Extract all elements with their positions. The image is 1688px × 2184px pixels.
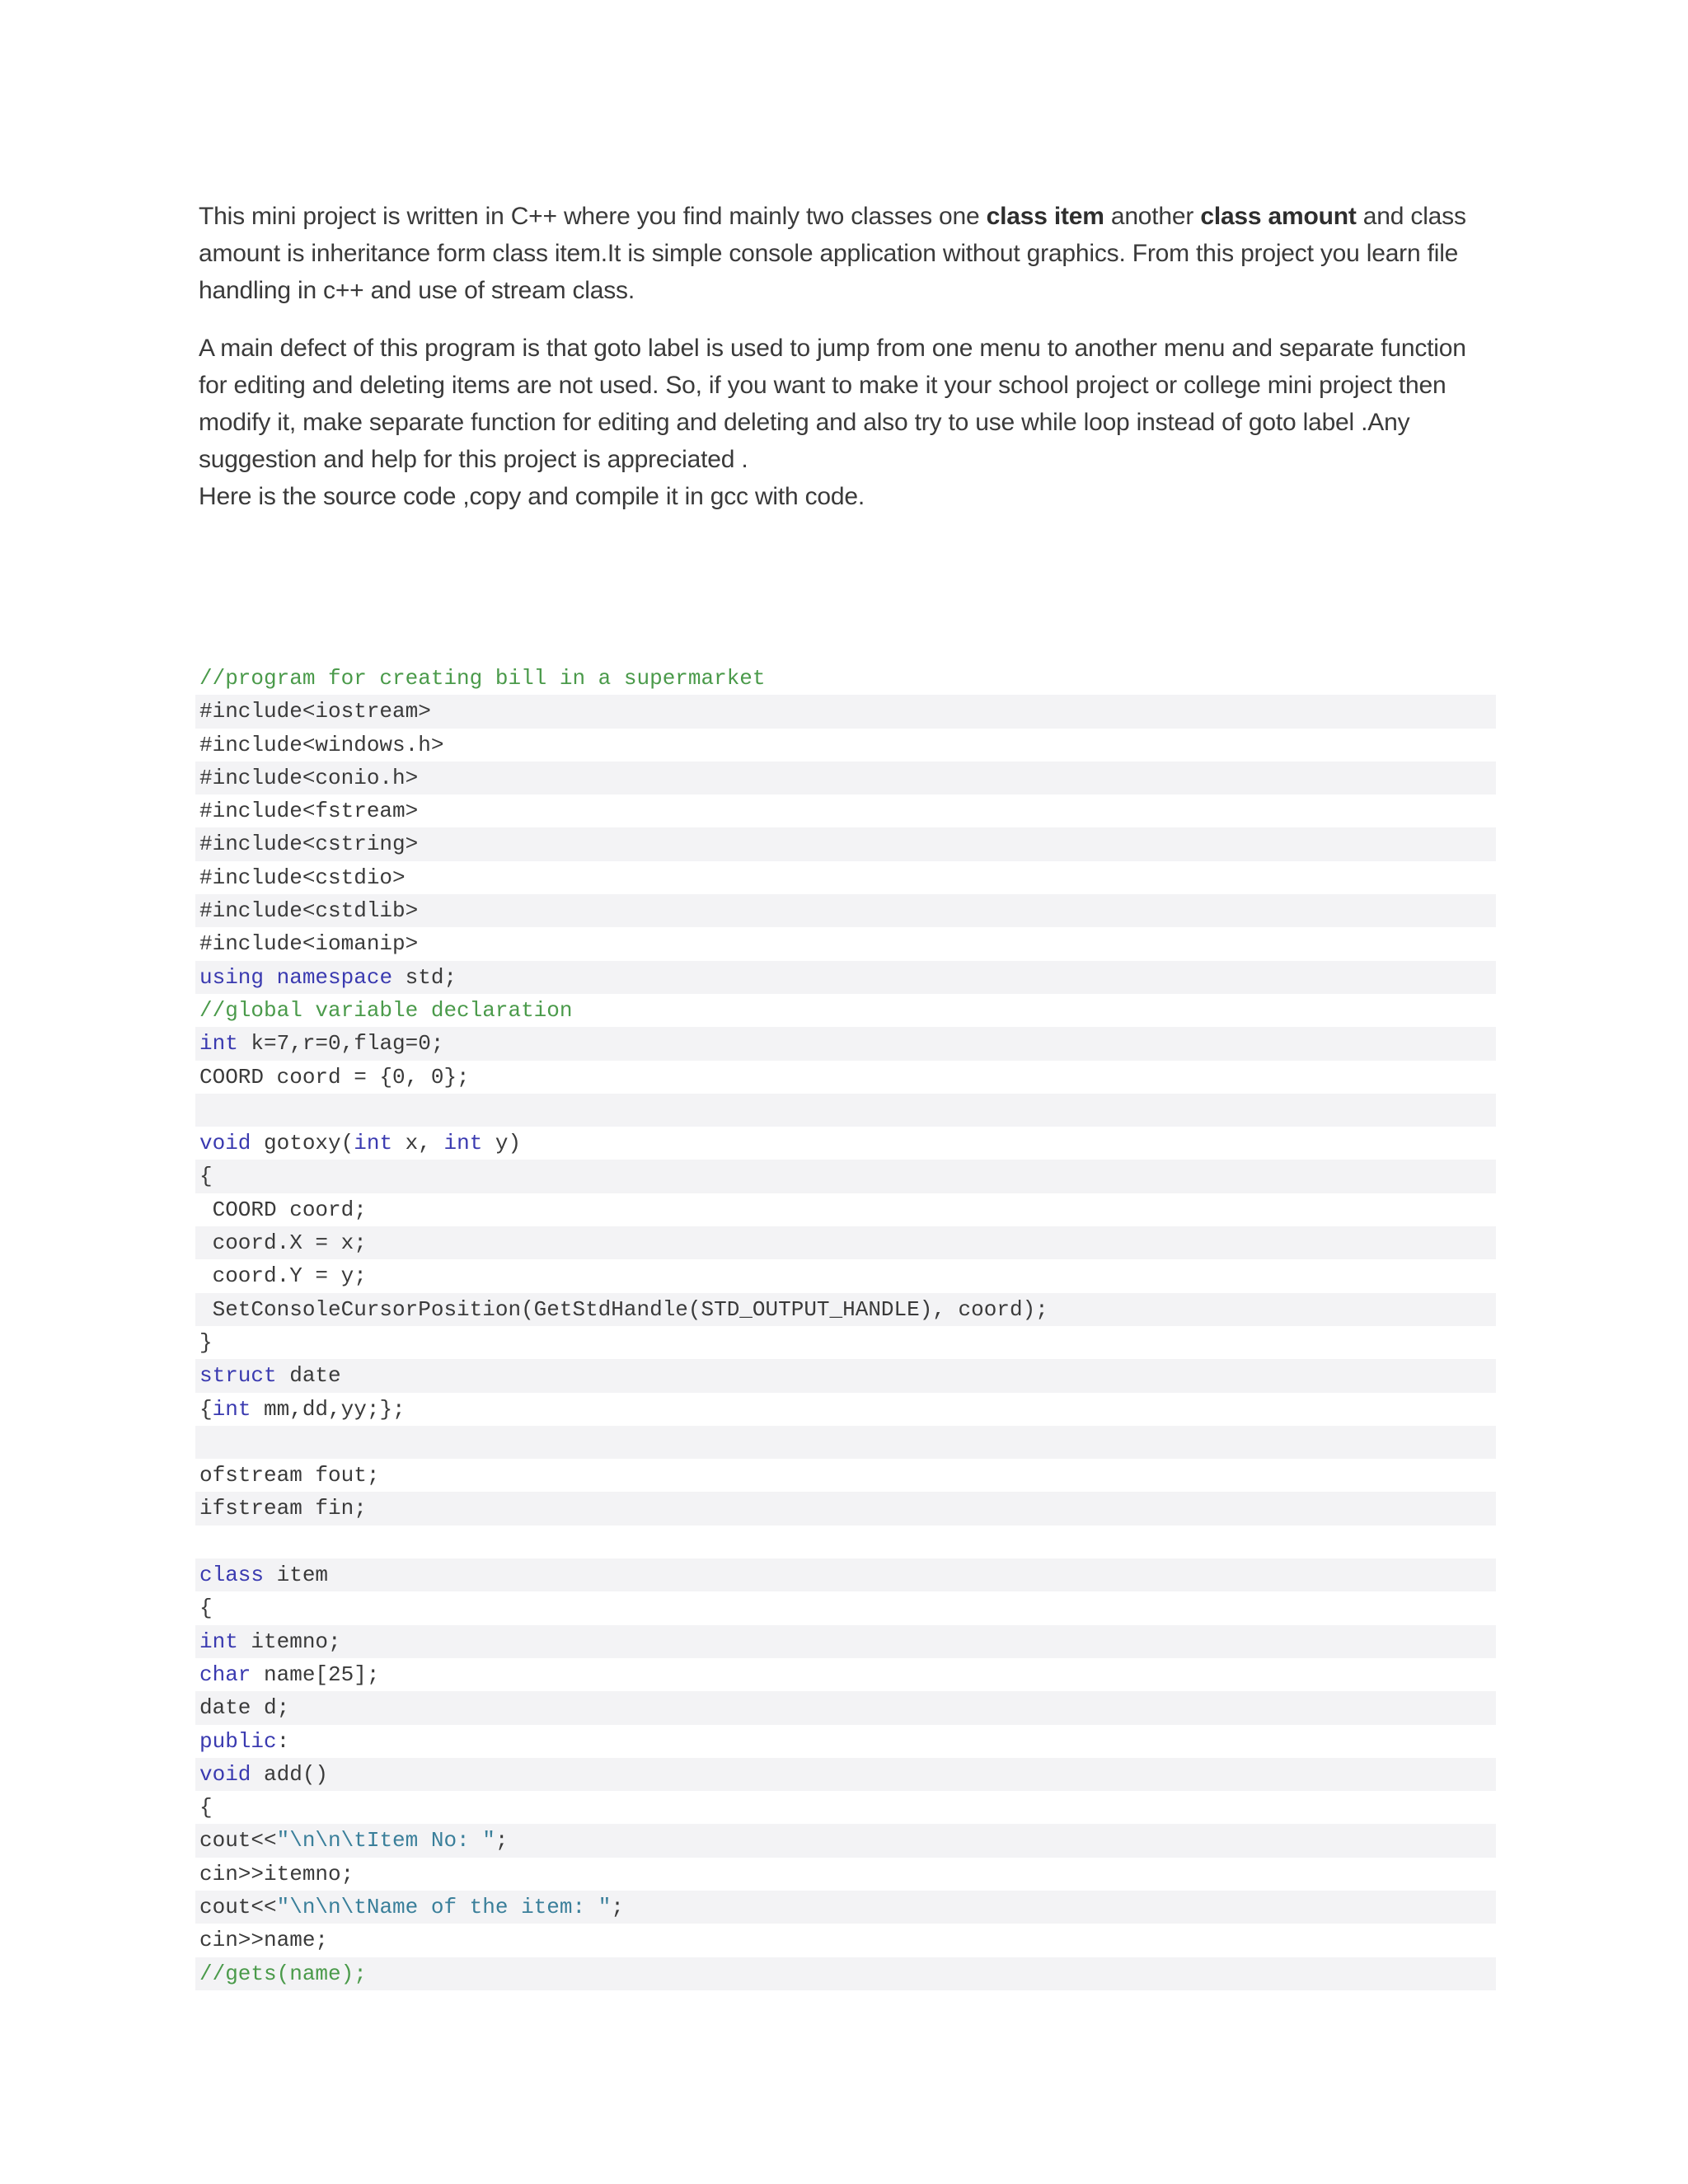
code-token: SetConsoleCursorPosition(GetStdHandle(STD_OUTPUT_HANDLE), coord); — [199, 1296, 1048, 1322]
code-token: using — [199, 964, 265, 990]
code-token: COORD coord = {0, 0}; — [199, 1064, 470, 1090]
intro-paragraph-1 — [199, 198, 1484, 309]
code-line — [195, 662, 1496, 695]
code-token: //global variable declaration — [199, 997, 573, 1023]
code-token: "\n\n\tItem No: " — [276, 1828, 495, 1854]
code-token: int — [199, 1629, 238, 1654]
code-token: item — [264, 1563, 329, 1588]
code-token: ; — [611, 1894, 624, 1919]
code-token: date d; — [199, 1695, 290, 1721]
code-block — [195, 662, 1496, 1990]
code-line — [195, 1891, 1496, 1924]
code-token: y) — [482, 1131, 522, 1156]
code-token: int — [354, 1131, 393, 1156]
code-token: ; — [495, 1828, 509, 1854]
code-token: int — [199, 1031, 238, 1057]
code-line — [195, 827, 1496, 860]
code-token: COORD coord; — [199, 1197, 367, 1222]
code-line — [195, 1858, 1496, 1891]
code-token: int — [212, 1396, 251, 1422]
class-item-bold: class item — [986, 203, 1104, 230]
code-token — [264, 965, 277, 990]
code-token: #include<conio.h> — [199, 765, 419, 790]
code-line — [195, 894, 1496, 927]
defect-paragraph: A main defect of this program is that goto label is used to jump from one menu to another menu and separate function for editing and deleting items are not used. So, if you want to make it your school project or college mini project then modify it, make separate function for editing and deleting and also try to use while loop instead of goto label .Any suggestion and help for this project is appreciated . — [199, 335, 1466, 473]
code-line — [195, 1393, 1496, 1426]
code-token: { — [199, 1795, 213, 1821]
intro-paragraph-2 — [199, 330, 1484, 515]
code-token: "\n\n\tName of the item: " — [276, 1894, 612, 1919]
class-amount-bold: class amount — [1200, 203, 1357, 230]
code-token: namespace — [276, 964, 393, 990]
code-line — [195, 1691, 1496, 1724]
code-line — [195, 695, 1496, 728]
code-line — [195, 1558, 1496, 1591]
code-token: #include<fstream> — [199, 799, 419, 824]
code-token: struct — [199, 1363, 277, 1389]
code-token: : — [276, 1728, 290, 1754]
code-token: class — [199, 1563, 265, 1588]
code-token: //gets(name); — [199, 1961, 367, 1986]
code-line — [195, 1293, 1496, 1326]
code-line — [195, 1459, 1496, 1492]
code-line — [195, 1625, 1496, 1658]
code-token: date — [276, 1363, 341, 1389]
code-token: mm,dd,yy;}; — [251, 1396, 406, 1422]
code-line — [195, 994, 1496, 1027]
code-token: void — [199, 1131, 251, 1156]
intro-text: another — [1104, 203, 1201, 230]
code-line — [195, 1658, 1496, 1691]
code-line — [195, 1426, 1496, 1459]
code-line — [195, 1957, 1496, 1990]
code-token: coord.Y = y; — [199, 1263, 367, 1289]
code-line — [195, 762, 1496, 794]
code-line — [195, 1127, 1496, 1160]
code-token: //program for creating bill in a supermarket — [199, 666, 766, 691]
code-token: cin>>itemno; — [199, 1861, 354, 1886]
code-line — [195, 1591, 1496, 1624]
code-token: cin>>name; — [199, 1928, 329, 1953]
code-line — [195, 1193, 1496, 1226]
code-token: gotoxy( — [251, 1131, 354, 1156]
code-token: itemno; — [237, 1629, 341, 1654]
code-token: add() — [251, 1761, 329, 1787]
code-token: #include<windows.h> — [199, 732, 444, 757]
code-token: #include<cstring> — [199, 832, 419, 857]
code-line — [195, 1725, 1496, 1758]
code-token: int — [443, 1131, 483, 1156]
intro-text: and class amount is inheritance form class item.It is simple console application without graphics. From this project you learn file handling in c++ and use of stream class. — [199, 203, 1466, 304]
code-line — [195, 1359, 1496, 1392]
code-line — [195, 1924, 1496, 1957]
code-line — [195, 729, 1496, 762]
intro-text: This mini project is written in C++ where you find mainly two classes one — [199, 203, 987, 230]
code-token: ofstream fout; — [199, 1463, 380, 1488]
code-token: k=7,r=0,flag=0; — [237, 1031, 444, 1057]
code-line — [195, 1027, 1496, 1060]
code-token: { — [199, 1596, 213, 1621]
code-token: void — [199, 1761, 251, 1787]
code-token: #include<cstdio> — [199, 865, 406, 890]
code-line — [195, 927, 1496, 960]
code-line — [195, 1791, 1496, 1824]
code-line — [195, 1758, 1496, 1791]
code-token: cout<< — [199, 1828, 277, 1854]
code-token: #include<iostream> — [199, 699, 431, 724]
code-line — [195, 1326, 1496, 1359]
code-token: cout<< — [199, 1894, 277, 1919]
code-line — [195, 1492, 1496, 1525]
source-code-note: Here is the source code ,copy and compile it in gcc with code. — [199, 483, 865, 510]
code-token: char — [199, 1661, 251, 1687]
code-line — [195, 1160, 1496, 1193]
code-line — [195, 1259, 1496, 1292]
code-line — [195, 1094, 1496, 1127]
code-token: coord.X = x; — [199, 1230, 367, 1256]
code-token: name[25]; — [251, 1661, 380, 1687]
code-token: ifstream fin; — [199, 1496, 367, 1521]
code-line — [195, 1526, 1496, 1558]
code-line — [195, 961, 1496, 994]
code-line — [195, 1824, 1496, 1857]
code-token: { — [199, 1164, 213, 1189]
code-line — [195, 1061, 1496, 1094]
code-token: std; — [392, 964, 457, 990]
code-token: x, — [392, 1131, 444, 1156]
code-line — [195, 861, 1496, 894]
code-token: public — [199, 1728, 277, 1754]
code-token: } — [199, 1329, 213, 1355]
code-line — [195, 1226, 1496, 1259]
code-token: #include<iomanip> — [199, 931, 419, 957]
code-token: #include<cstdlib> — [199, 898, 419, 924]
code-token: { — [199, 1396, 213, 1422]
code-line — [195, 794, 1496, 827]
